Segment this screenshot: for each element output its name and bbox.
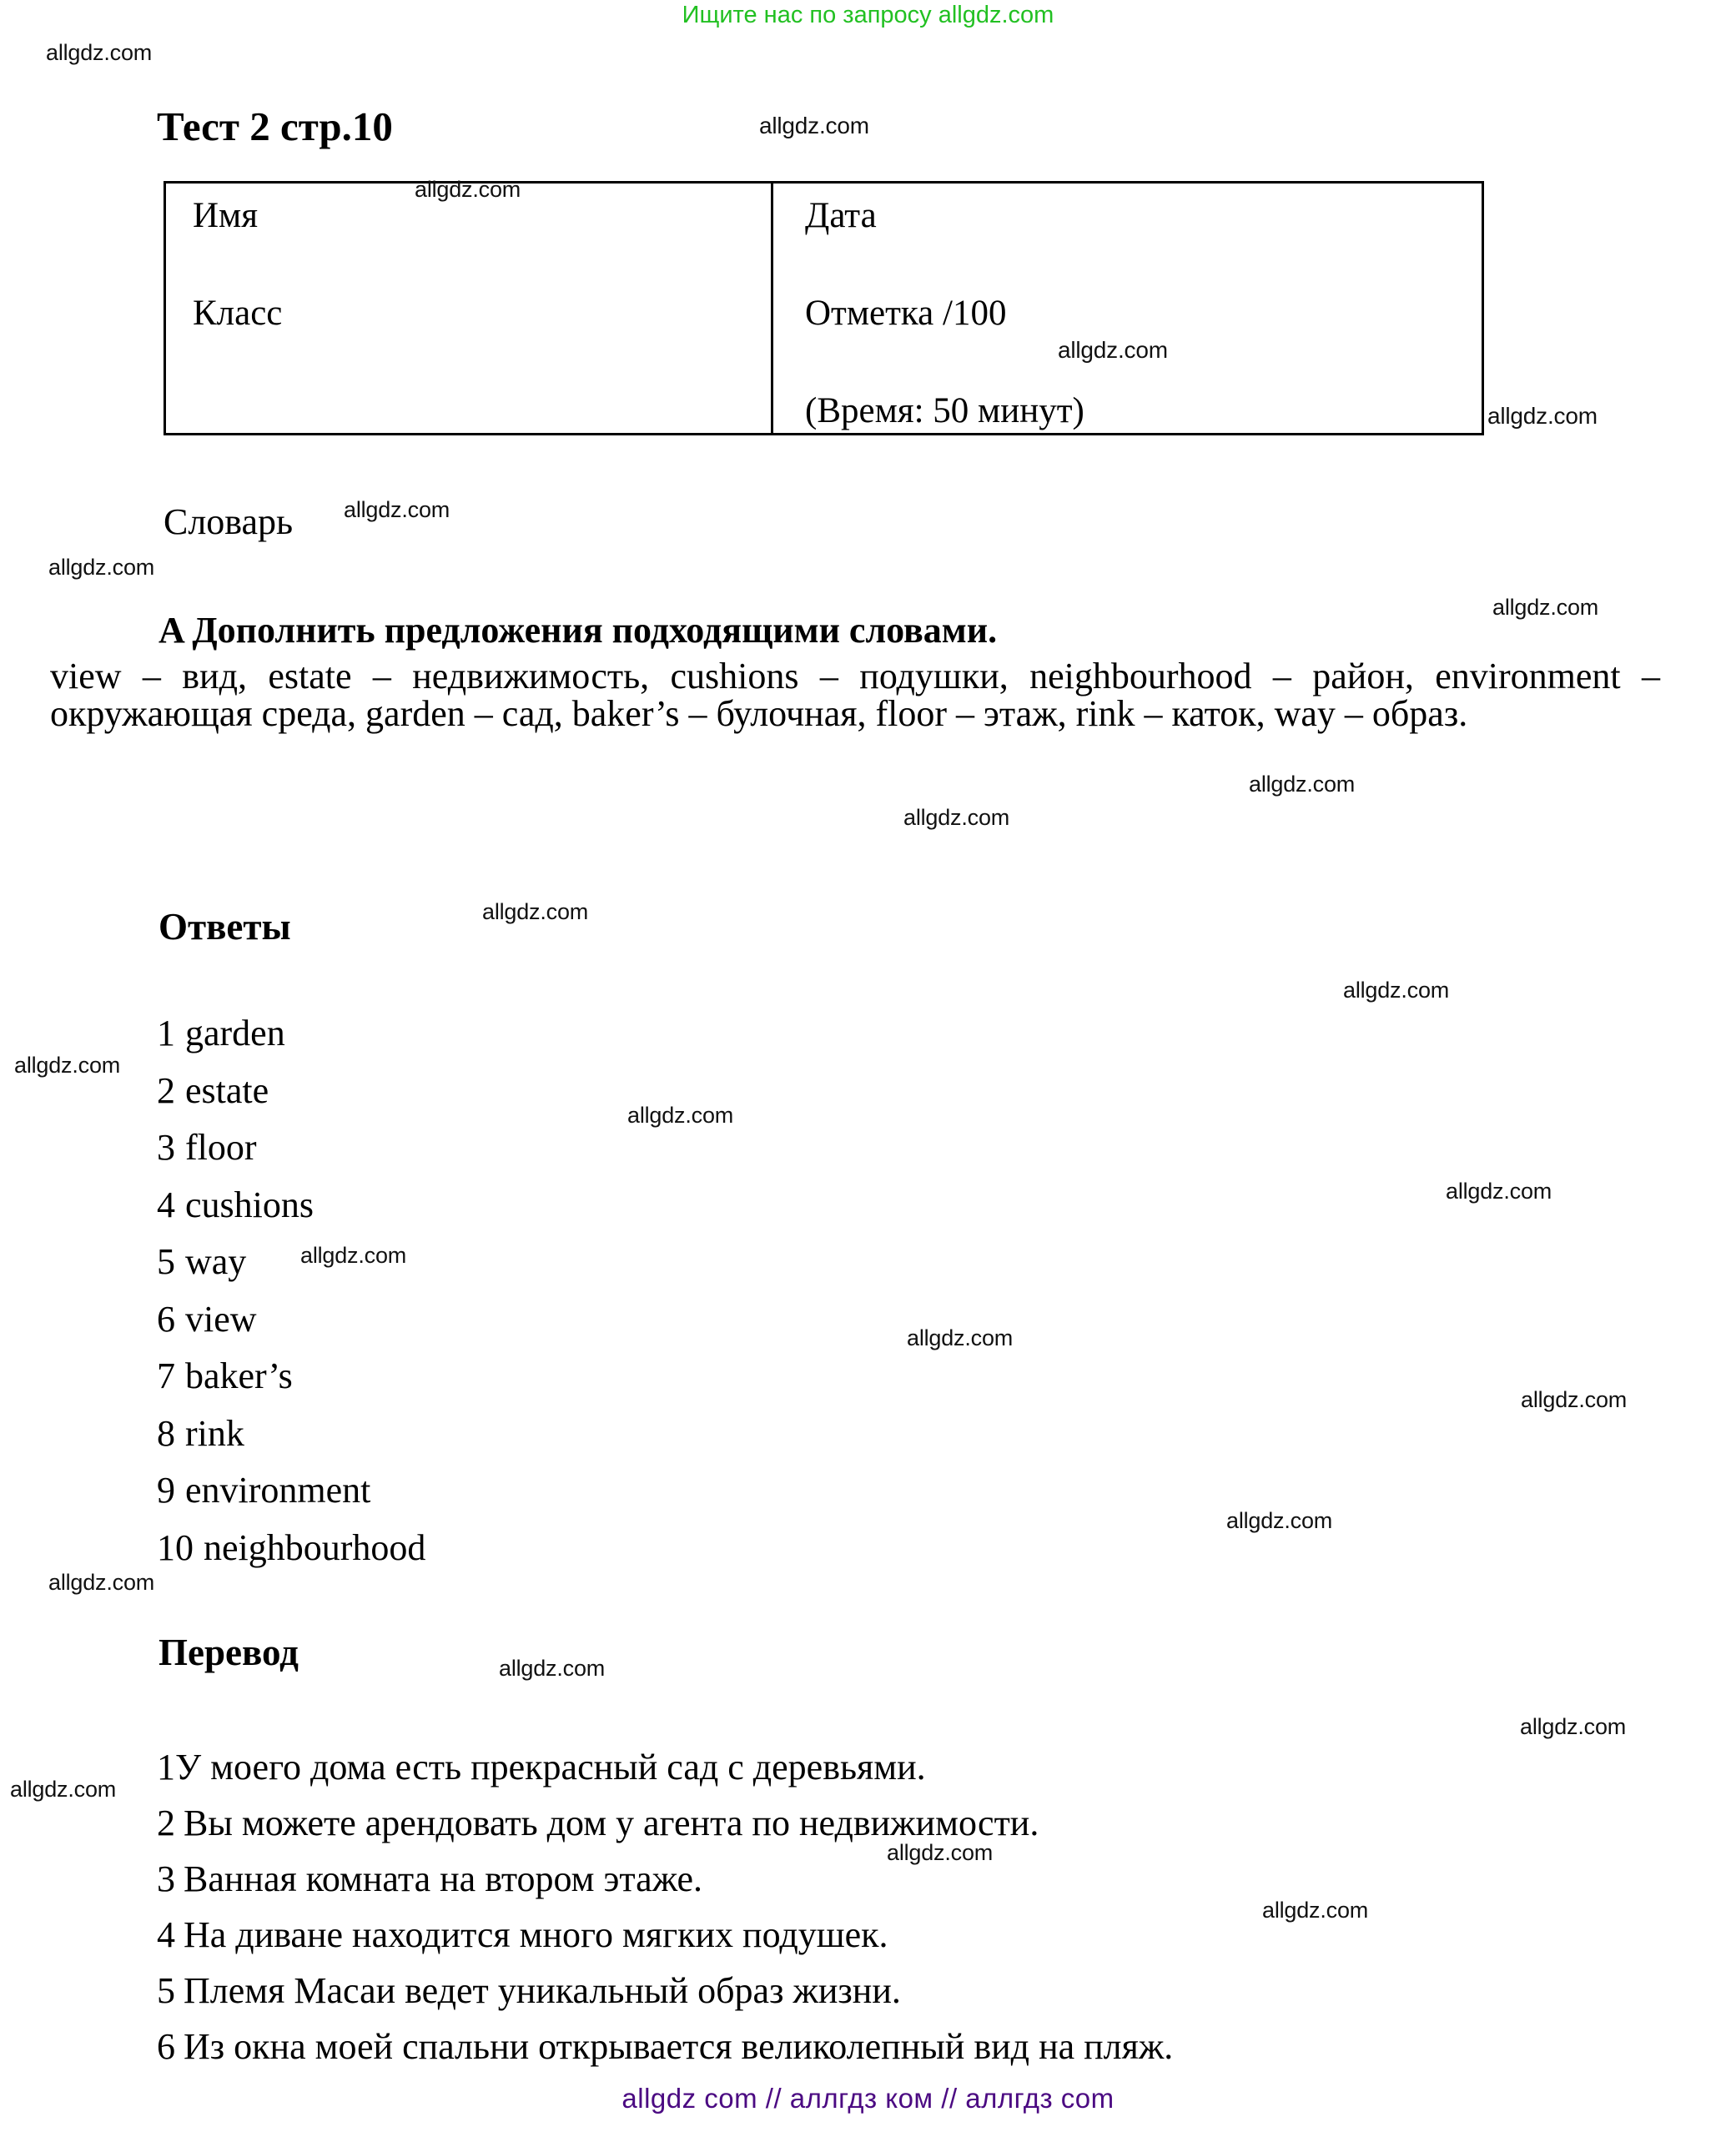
watermark: allgdz.com [887, 1840, 994, 1865]
answer-number: 4 [157, 1184, 175, 1225]
answer-text: neighbourhood [204, 1526, 426, 1568]
answer-text: environment [185, 1470, 371, 1511]
watermark: allgdz.com [14, 1053, 121, 1078]
answer-row [157, 1177, 908, 1234]
translation-number: 5 [157, 1970, 175, 2011]
watermark: allgdz.com [499, 1656, 606, 1681]
date-label: Дата [805, 196, 877, 235]
answer-row [157, 1119, 908, 1177]
watermark: allgdz.com [46, 40, 153, 65]
translation-number: 6 [157, 2026, 175, 2067]
watermark: allgdz.com [48, 555, 155, 580]
time-limit-label: (Время: 50 минут) [805, 391, 1084, 430]
info-table-left-column [166, 184, 773, 433]
watermark: allgdz.com [482, 899, 589, 924]
answer-row [157, 1462, 908, 1520]
translation-row [157, 2019, 1658, 2074]
watermark: allgdz.com [1262, 1898, 1369, 1923]
watermark: allgdz.com [759, 113, 869, 138]
translation-text: На диване находится много мягких подушек. [184, 1914, 888, 1955]
watermark: allgdz.com [1226, 1508, 1333, 1533]
answer-number: 5 [157, 1241, 175, 1282]
translation-number: 1 [157, 1747, 175, 1788]
answers-list [157, 1005, 908, 1576]
watermark: allgdz.com [907, 1325, 1014, 1350]
vocabulary-heading: Словарь [164, 501, 294, 542]
translation-row [157, 1739, 1658, 1795]
translation-text: У моего дома есть прекрасный сад с деревьями. [175, 1747, 926, 1788]
translation-list [157, 1739, 1658, 2074]
watermark: allgdz.com [344, 497, 450, 522]
watermark: allgdz.com [627, 1103, 734, 1128]
answer-text: rink [185, 1412, 244, 1454]
answer-number: 10 [157, 1526, 194, 1568]
student-info-table [164, 181, 1484, 435]
watermark: allgdz.com [1487, 403, 1598, 429]
answer-row [157, 1063, 908, 1120]
translation-row [157, 1907, 1658, 1963]
translation-text: Из окна моей спальни открывается великолепный вид на пляж. [184, 2026, 1174, 2067]
answer-row [157, 1005, 908, 1063]
task-a-heading: A Дополнить предложения подходящими словами. [159, 610, 998, 651]
translation-text: Племя Масаи ведет уникальный образ жизни. [184, 1970, 901, 2011]
answer-number: 3 [157, 1127, 175, 1168]
answer-text: view [185, 1298, 257, 1340]
answer-number: 1 [157, 1013, 175, 1053]
watermark: allgdz.com [1343, 978, 1450, 1003]
translation-number: 3 [157, 1858, 175, 1899]
answer-row [157, 1348, 908, 1405]
translation-text: Вы можете арендовать дом у агента по недвижимости. [184, 1803, 1039, 1843]
watermark: allgdz.com [1492, 595, 1599, 620]
translation-heading: Перевод [159, 1632, 299, 1673]
answers-heading: Ответы [159, 906, 291, 948]
translation-number: 4 [157, 1914, 175, 1955]
name-label: Имя [193, 196, 259, 235]
watermark: allgdz.com [415, 177, 521, 202]
watermark: allgdz.com [1521, 1387, 1628, 1412]
promo-banner: Ищите нас по запросу allgdz.com [682, 2, 1054, 28]
answer-number: 2 [157, 1069, 175, 1111]
vocabulary-paragraph: view – вид, estate – недвижимость, cushions – подушки, neighbourhood – район, environment – окружающая среда, garden – сад, baker’s – булочная, floor – этаж, rink – каток, way – образ. [50, 656, 1660, 735]
site-footer: allgdz com // аллгдз ком // аллгдз com [621, 2083, 1115, 2114]
answer-text: estate [185, 1069, 269, 1111]
page-title: Тест 2 стр.10 [157, 103, 393, 149]
translation-row [157, 1963, 1658, 2019]
answer-row [157, 1405, 908, 1463]
answer-row [157, 1234, 908, 1291]
answer-text: way [185, 1241, 247, 1282]
translation-text: Ванная комната на втором этаже. [184, 1858, 703, 1899]
watermark: allgdz.com [10, 1777, 117, 1802]
answer-text: floor [185, 1127, 257, 1168]
watermark: allgdz.com [1058, 337, 1168, 363]
watermark: allgdz.com [48, 1570, 155, 1595]
answer-number: 6 [157, 1298, 175, 1340]
class-label: Класс [193, 294, 283, 333]
answer-text: baker’s [185, 1355, 293, 1396]
watermark: allgdz.com [903, 805, 1010, 830]
mark-label: Отметка /100 [805, 294, 1007, 333]
answer-number: 7 [157, 1355, 175, 1396]
watermark: allgdz.com [1446, 1179, 1552, 1204]
watermark: allgdz.com [1249, 772, 1356, 797]
translation-number: 2 [157, 1803, 175, 1843]
info-table-right-column [773, 184, 1482, 433]
watermark: allgdz.com [300, 1243, 407, 1268]
answer-number: 8 [157, 1412, 175, 1454]
answer-number: 9 [157, 1470, 175, 1511]
answer-text: garden [185, 1013, 285, 1053]
answer-row [157, 1520, 908, 1577]
answer-text: cushions [185, 1184, 314, 1225]
watermark: allgdz.com [1520, 1714, 1627, 1739]
answer-row [157, 1291, 908, 1349]
